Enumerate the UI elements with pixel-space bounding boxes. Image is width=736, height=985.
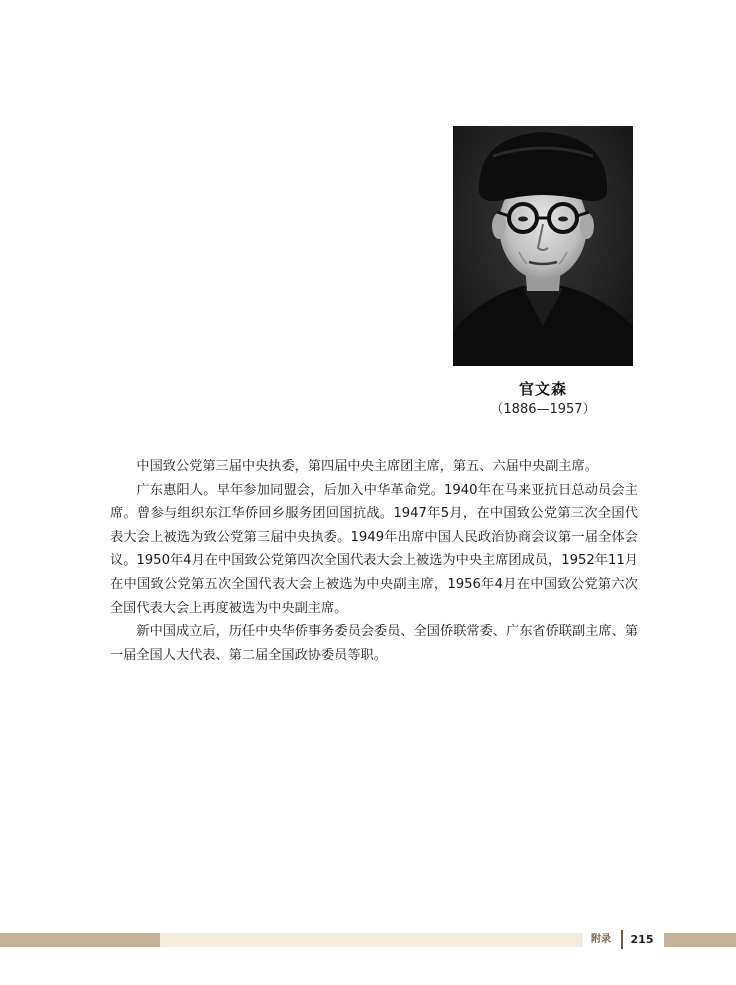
page-number: 215 [630, 933, 654, 946]
footer-divider [621, 930, 623, 949]
footer-section-label: 附录 [591, 934, 611, 945]
portrait-illustration [453, 126, 633, 366]
biography-text [110, 455, 638, 667]
bio-paragraph-history: 广东惠阳人。早年参加同盟会，后加入中华革命党。1940年在马来亚抗日总动员会主席。曾参与组织东江华侨回乡服务团回国抗战。1947年5月，在中国致公党第三次全国代表大会上被选为致公党第三届中央执委。1949年出席中国人民政治协商会议第一届全体会议。1950年4月在中国致公党第四次全国代表大会上被选为中央主席团成员，1952年11月在中国致公党第五次全国代表大会上被选为中央副主席，1956年4月在中国致公党第六次全国代表大会上再度被选为中央副主席。 [110, 482, 638, 616]
bio-paragraph-later-roles: 新中国成立后，历任中央华侨事务委员会委员、全国侨联常委、广东省侨联副主席、第一届全国人大代表、第二届全国政协委员等职。 [110, 624, 638, 663]
person-years: （1886—1957） [490, 402, 596, 417]
bio-paragraph-positions: 中国致公党第三届中央执委，第四届中央主席团主席，第五、六届中央副主席。 [136, 459, 598, 474]
person-name: 官文森 [518, 380, 567, 398]
portrait-photo [453, 126, 633, 366]
footer-decor-band [160, 933, 583, 947]
footer-decor-bar-right [664, 933, 736, 947]
footer-decor-bar-left [0, 933, 160, 947]
